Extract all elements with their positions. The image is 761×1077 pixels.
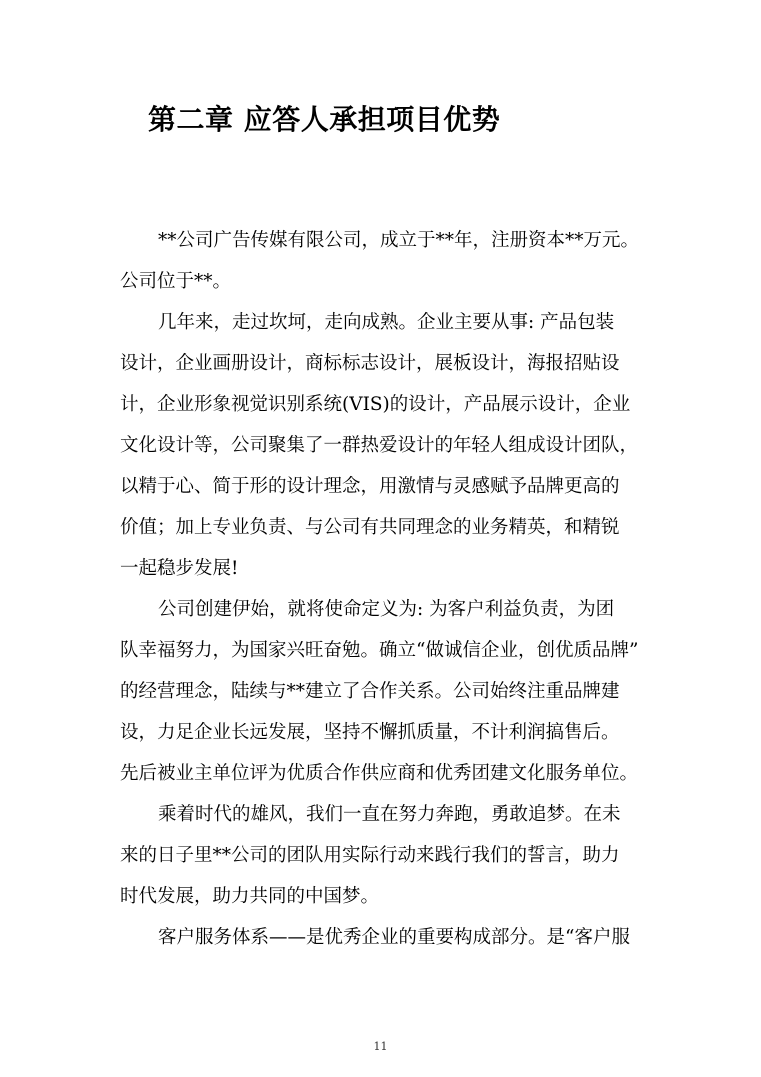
text-line: 先后被业主单位评为优质合作供应商和优秀团建文化服务单位。	[120, 763, 639, 784]
text-line: 几年来，走过坎坷，走向成熟。企业主要从事: 产品包装	[158, 312, 615, 333]
text-line: 客户服务体系——是优秀企业的重要构成部分。是“客户服	[158, 927, 630, 948]
text-line: 的经营理念，陆续与**建立了合作关系。公司始终注重品牌建	[120, 681, 620, 702]
text-line: **公司广告传媒有限公司，成立于**年，注册资本**万元。	[158, 230, 640, 251]
text-line: 设计，企业画册设计，商标标志设计，展板设计，海报招贴设	[120, 353, 620, 374]
text-line: 公司位于**。	[120, 271, 232, 292]
text-line: 一起稳步发展!	[120, 558, 239, 579]
text-line: 乘着时代的雄风，我们一直在努力奔跑，勇敢追梦。在未	[158, 804, 621, 825]
text-line: 以精于心、简于形的设计理念，用激情与灵感赋予品牌更高的	[120, 476, 620, 497]
text-line: 设，力足企业长远发展，坚持不懈抓质量，不计利润搞售后。	[120, 722, 620, 743]
text-line: 文化设计等，公司聚集了一群热爱设计的年轻人组成设计团队，	[120, 435, 639, 456]
text-line: 价值；加上专业负责、与公司有共同理念的业务精英，和精锐	[120, 517, 620, 538]
page-number: 11	[373, 1040, 388, 1053]
chapter-title: 第二章 应答人承担项目优势	[148, 103, 501, 136]
text-line: 时代发展，助力共同的中国梦。	[120, 886, 380, 907]
text-line: 队幸福努力，为国家兴旺奋勉。确立“做诚信企业，创优质品牌”	[120, 640, 639, 661]
text-line: 来的日子里**公司的团队用实际行动来践行我们的誓言，助力	[120, 845, 620, 866]
text-line: 计，企业形象视觉识别系统(VIS)的设计，产品展示设计，企业	[120, 394, 631, 415]
text-line: 公司创建伊始，就将使命定义为: 为客户利益负责，为团	[158, 599, 615, 620]
body-text	[120, 220, 640, 958]
